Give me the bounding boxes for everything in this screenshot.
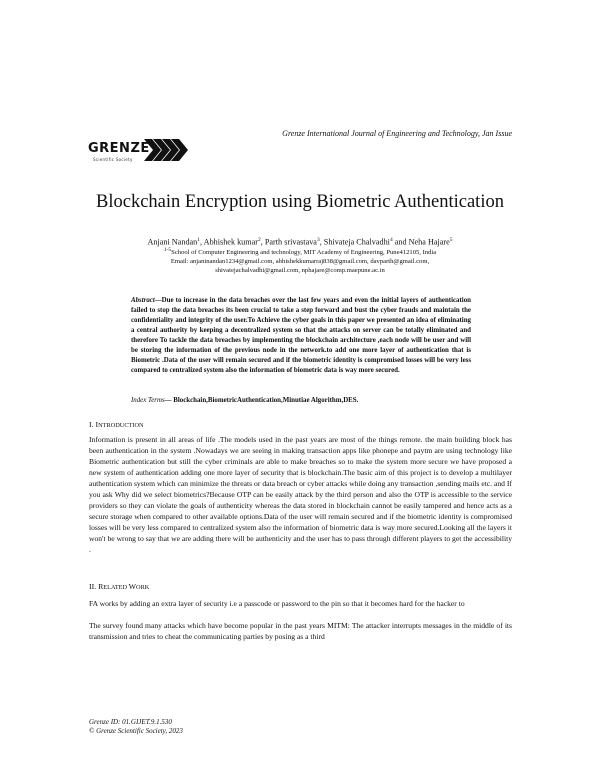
author-sup: 3 (316, 237, 320, 243)
grenze-logo (88, 135, 188, 165)
author-name: Anjani Nandan (147, 237, 198, 247)
affiliation (80, 246, 520, 275)
chevrons-icon (144, 137, 188, 163)
logo-word: GRENZE (88, 141, 150, 156)
index-terms-list: Blockchain,BiometricAuthentication,Minutiae Algorithm,DES. (173, 397, 359, 404)
author-name: , Shivateja Chalvadhi (319, 237, 390, 247)
section-heading-related-work: II. RELATED WORK (89, 582, 150, 591)
author-sup: 5 (449, 237, 453, 243)
abstract (131, 296, 471, 376)
index-terms-label: Index Terms (131, 397, 165, 404)
affiliation-sup: 1-5 (163, 247, 172, 253)
author-sup: 2 (258, 237, 261, 243)
index-terms (131, 397, 471, 404)
email-line: Email: anjaninandan1234@gmail.com, abhishekkumarraj838@gmail.com, davparth@gmail.com, (170, 258, 430, 266)
section-heading-introduction: I. INTRODUCTION (89, 420, 144, 429)
author-name: and Neha Hajare (392, 237, 450, 247)
abstract-text: —Due to increase in the data breaches over the last few years and even the initial layers of authentication failed to stop the data breaches its been crucial to take a step forward and bust the cyber frauds and maintain the confidentiality and integrity of the user.To Achieve the cyber goals in this paper we presented an idea of eliminating a central authority by keeping a decentralized system so that the attacks on server can be totally eliminated and therefore To tackle the data breaches by implementing the blockchain architecture ,each node will be user and will be storing the information of the previous node in the network.to add one more layer of authentication that is Biometric .Data of the user will remain secured and if the biometric identity is compromised losses will be very less compared to centralized system also the information of biometric data is way more secured. (131, 297, 471, 374)
email-line: shivatejachalvadhi@gmail.com, nphajare@comp.maepune.ac.in (215, 267, 385, 275)
author-sup: 4 (389, 237, 393, 243)
related-work-paragraph: The survey found many attacks which have become popular in the past years MITM: The attacker interrupts messages in the middle of its transmission and tries to cheat the communicating parties by posing as a third (89, 621, 512, 641)
index-terms-dash: — (164, 397, 174, 404)
abstract-label: Abstract (131, 297, 155, 304)
logo-tagline: Scientific Society (93, 157, 133, 162)
copyright: © Grenze Scientific Society, 2023 (89, 727, 183, 735)
grenze-id: Grenze ID: 01.GIJET.9.1.530 (89, 718, 172, 726)
related-work-paragraph: FA works by adding an extra layer of security i.e a passcode or password to the pin so that it becomes hard for the hacker to (89, 599, 465, 608)
affiliation-line: School of Computer Engineering and technology, MIT Academy of Engineering, Pune412105, India (171, 249, 437, 257)
author-name: , Parth srivastava (260, 237, 317, 247)
footer (89, 718, 183, 736)
introduction-paragraph: Information is present in all areas of life .The models used in the past years are most of the things remote. the main building block has been authentication in the system .Nowadays we are seeing in making transaction apps like phonepe and paytm are using technology like Biometric authentication but still the cyber criminals are able to make breaches so to make the system more secure we have proposed a new system of authentication adding one more layer of security that is blockchain.The basic aim of this project is to develop a multilayer authentication system which can minimize the threats or data breach or cyber attacks while doing any transaction ,sending mails etc. and If you ask Why did we select biometrics?Because OTP can be easily attack by the third person and also the OTP is accessible to the service providers so they can violate the goals of authenticity whereas the data stored in blockchain cannot be easily tampered and hence acts as a secure storage when compared to other available options.Data of the user will remain secured and if the biometric identity is compromised losses will be very less compared to centralized system also the information of biometric data is way more secured.Looking all the layers it won't be wrong to say that we are adding there will be authenticity and the user has to pass through different players to get the accessibility . (89, 435, 512, 554)
journal-name: Grenze International Journal of Engineering and Technology, Jan Issue (282, 129, 512, 138)
author-sup: 1 (197, 237, 201, 243)
paper-title: Blockchain Encryption using Biometric Authentication (96, 192, 504, 212)
author-name: , Abhishek kumar (200, 237, 259, 247)
